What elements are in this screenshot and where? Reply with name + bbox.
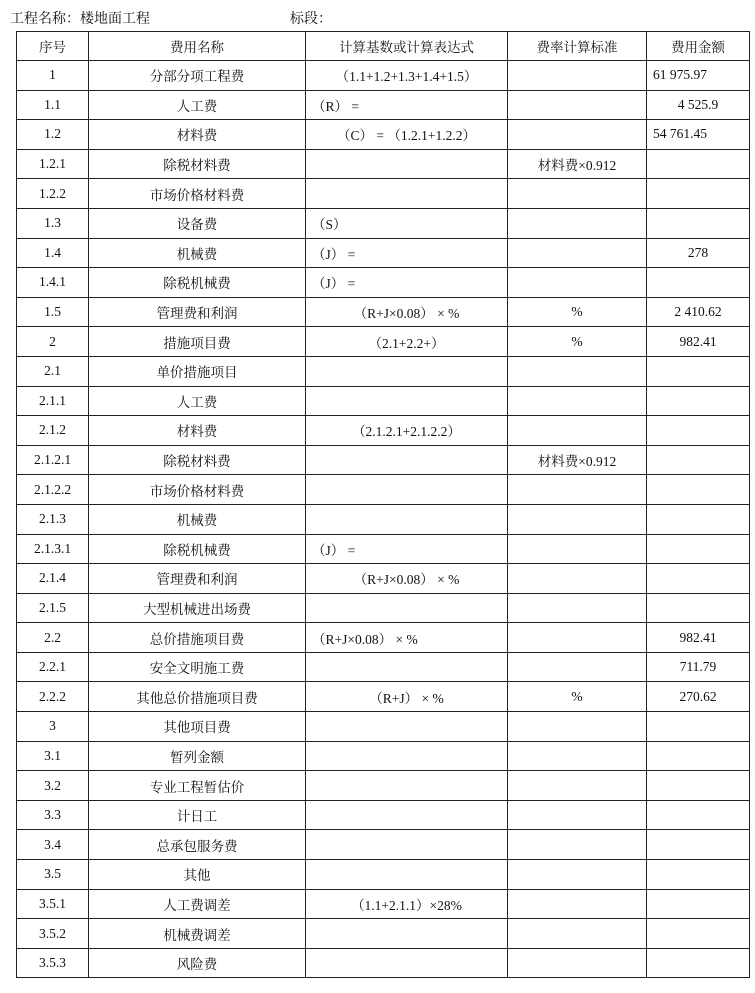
cell-amount	[647, 593, 750, 623]
cell-amount	[647, 534, 750, 564]
cell-no: 2.1.3.1	[17, 534, 89, 564]
cell-rate	[508, 61, 647, 91]
cell-rate	[508, 800, 647, 830]
table-row	[17, 208, 750, 238]
table-row	[17, 652, 750, 682]
cell-rate	[508, 416, 647, 446]
cell-basis	[306, 800, 508, 830]
cell-basis: （S）	[306, 208, 508, 238]
cell-rate	[508, 356, 647, 386]
cell-basis	[306, 149, 508, 179]
cell-amount: 982.41	[647, 623, 750, 653]
cell-no: 3.5.2	[17, 919, 89, 949]
cell-no: 2.1.4	[17, 564, 89, 594]
cell-no: 2.1	[17, 356, 89, 386]
table-row	[17, 564, 750, 594]
cell-rate: 材料费×0.912	[508, 445, 647, 475]
cell-basis	[306, 712, 508, 742]
cell-amount	[647, 356, 750, 386]
cell-fee-name: 设备费	[89, 208, 306, 238]
table-row	[17, 948, 750, 978]
cell-basis	[306, 504, 508, 534]
cell-amount	[647, 948, 750, 978]
cell-fee-name: 管理费和利润	[89, 564, 306, 594]
cell-rate	[508, 919, 647, 949]
cell-amount	[647, 504, 750, 534]
cell-amount	[647, 179, 750, 209]
cell-fee-name: 措施项目费	[89, 327, 306, 357]
cell-rate	[508, 771, 647, 801]
cell-rate	[508, 830, 647, 860]
cell-amount: 61 975.97	[647, 61, 750, 91]
cell-fee-name: 专业工程暂估价	[89, 771, 306, 801]
cell-amount: 711.79	[647, 652, 750, 682]
cell-fee-name: 暂列金额	[89, 741, 306, 771]
cell-no: 2.2.1	[17, 652, 89, 682]
cell-amount: 2 410.62	[647, 297, 750, 327]
cell-fee-name: 总承包服务费	[89, 830, 306, 860]
cell-amount: 4 525.9	[647, 90, 750, 120]
table-row	[17, 860, 750, 890]
project-name-label: 工程名称：楼地面工程	[10, 11, 150, 27]
table-row	[17, 120, 750, 150]
cell-fee-name: 总价措施项目费	[89, 623, 306, 653]
cell-fee-name: 市场价格材料费	[89, 179, 306, 209]
cell-amount	[647, 386, 750, 416]
cell-fee-name: 人工费调差	[89, 889, 306, 919]
table-row	[17, 386, 750, 416]
cell-basis: （2.1.2.1+2.1.2.2）	[306, 416, 508, 446]
cell-rate	[508, 208, 647, 238]
cell-basis	[306, 830, 508, 860]
cell-amount	[647, 564, 750, 594]
table-row	[17, 504, 750, 534]
column-header-amount: 费用金额	[647, 32, 750, 61]
cell-no: 2.1.2	[17, 416, 89, 446]
table-row	[17, 534, 750, 564]
cell-no: 1.2	[17, 120, 89, 150]
cell-rate	[508, 860, 647, 890]
cell-basis	[306, 741, 508, 771]
cell-basis	[306, 593, 508, 623]
cell-fee-name: 大型机械进出场费	[89, 593, 306, 623]
table-row	[17, 416, 750, 446]
table-row	[17, 327, 750, 357]
cell-no: 2.1.2.1	[17, 445, 89, 475]
cell-amount: 982.41	[647, 327, 750, 357]
cell-no: 1.3	[17, 208, 89, 238]
table-row	[17, 179, 750, 209]
cell-basis: （R+J×0.08） × %	[306, 297, 508, 327]
cell-rate	[508, 268, 647, 298]
cell-no: 3.3	[17, 800, 89, 830]
table-row	[17, 297, 750, 327]
cell-rate	[508, 948, 647, 978]
cell-rate	[508, 712, 647, 742]
table-row	[17, 919, 750, 949]
cell-rate	[508, 623, 647, 653]
cell-basis	[306, 445, 508, 475]
cell-fee-name: 安全文明施工费	[89, 652, 306, 682]
table-row	[17, 593, 750, 623]
cell-amount	[647, 741, 750, 771]
cell-no: 1	[17, 61, 89, 91]
cell-fee-name: 机械费	[89, 238, 306, 268]
cell-no: 3.5.3	[17, 948, 89, 978]
cell-rate	[508, 90, 647, 120]
cell-no: 3.5	[17, 860, 89, 890]
cell-basis: （J） =	[306, 534, 508, 564]
cell-basis: （C） = （1.2.1+1.2.2）	[306, 120, 508, 150]
table-row	[17, 61, 750, 91]
table-row	[17, 889, 750, 919]
cell-no: 1.4.1	[17, 268, 89, 298]
cell-rate	[508, 120, 647, 150]
cell-amount: 270.62	[647, 682, 750, 712]
cell-no: 2.1.2.2	[17, 475, 89, 505]
cell-fee-name: 管理费和利润	[89, 297, 306, 327]
cell-rate	[508, 564, 647, 594]
table-row	[17, 268, 750, 298]
fee-summary-table	[16, 31, 750, 978]
cell-rate: 材料费×0.912	[508, 149, 647, 179]
cell-rate	[508, 238, 647, 268]
cell-rate	[508, 179, 647, 209]
table-header-row	[17, 32, 750, 61]
cell-no: 1.2.1	[17, 149, 89, 179]
cell-no: 2.1.5	[17, 593, 89, 623]
table-row	[17, 741, 750, 771]
cell-no: 2.2	[17, 623, 89, 653]
column-header-basis: 计算基数或计算表达式	[306, 32, 508, 61]
cell-no: 2	[17, 327, 89, 357]
cell-basis	[306, 475, 508, 505]
column-header-name: 费用名称	[89, 32, 306, 61]
cell-fee-name: 其他项目费	[89, 712, 306, 742]
cell-rate	[508, 593, 647, 623]
cell-amount: 278	[647, 238, 750, 268]
column-header-no: 序号	[17, 32, 89, 61]
cell-basis: （J） =	[306, 268, 508, 298]
section-label: 标段：	[290, 11, 332, 27]
cell-basis	[306, 356, 508, 386]
cell-no: 2.1.1	[17, 386, 89, 416]
cell-basis: （2.1+2.2+）	[306, 327, 508, 357]
cell-no: 1.4	[17, 238, 89, 268]
cell-basis: （1.1+2.1.1）×28%	[306, 889, 508, 919]
cell-rate	[508, 889, 647, 919]
cell-rate: %	[508, 297, 647, 327]
cell-fee-name: 人工费	[89, 90, 306, 120]
cell-basis: （1.1+1.2+1.3+1.4+1.5）	[306, 61, 508, 91]
cell-fee-name: 人工费	[89, 386, 306, 416]
cell-fee-name: 其他总价措施项目费	[89, 682, 306, 712]
cell-fee-name: 机械费	[89, 504, 306, 534]
table-row	[17, 830, 750, 860]
cell-basis: （R） =	[306, 90, 508, 120]
table-row	[17, 356, 750, 386]
table-row	[17, 623, 750, 653]
table-row	[17, 149, 750, 179]
cell-amount	[647, 475, 750, 505]
cell-amount	[647, 149, 750, 179]
cell-no: 3	[17, 712, 89, 742]
cell-basis	[306, 386, 508, 416]
cell-basis	[306, 948, 508, 978]
cell-amount: 54 761.45	[647, 120, 750, 150]
table-row	[17, 238, 750, 268]
cell-basis	[306, 179, 508, 209]
cell-rate	[508, 475, 647, 505]
cell-no: 2.1.3	[17, 504, 89, 534]
cell-basis	[306, 860, 508, 890]
cell-amount	[647, 889, 750, 919]
document-header	[10, 6, 750, 28]
cell-no: 1.5	[17, 297, 89, 327]
cell-fee-name: 市场价格材料费	[89, 475, 306, 505]
cell-no: 2.2.2	[17, 682, 89, 712]
cell-rate	[508, 741, 647, 771]
cell-basis: （J） =	[306, 238, 508, 268]
cell-amount	[647, 445, 750, 475]
cell-amount	[647, 919, 750, 949]
cell-basis: （R+J） × %	[306, 682, 508, 712]
cell-rate: %	[508, 682, 647, 712]
cell-amount	[647, 208, 750, 238]
cell-amount	[647, 771, 750, 801]
cell-no: 3.2	[17, 771, 89, 801]
cell-basis	[306, 771, 508, 801]
cell-rate	[508, 504, 647, 534]
table-body	[17, 61, 750, 978]
cell-basis	[306, 652, 508, 682]
cell-rate	[508, 652, 647, 682]
table-row	[17, 475, 750, 505]
cell-fee-name: 材料费	[89, 120, 306, 150]
cell-fee-name: 单价措施项目	[89, 356, 306, 386]
cell-rate	[508, 534, 647, 564]
cell-basis	[306, 919, 508, 949]
cell-fee-name: 风险费	[89, 948, 306, 978]
cell-fee-name: 材料费	[89, 416, 306, 446]
cell-fee-name: 机械费调差	[89, 919, 306, 949]
cell-basis: （R+J×0.08） × %	[306, 564, 508, 594]
column-header-rate: 费率计算标准	[508, 32, 647, 61]
table-row	[17, 800, 750, 830]
cell-amount	[647, 712, 750, 742]
cell-no: 3.1	[17, 741, 89, 771]
cell-fee-name: 其他	[89, 860, 306, 890]
table-row	[17, 771, 750, 801]
cell-no: 3.4	[17, 830, 89, 860]
cell-no: 3.5.1	[17, 889, 89, 919]
table-row	[17, 445, 750, 475]
cell-amount	[647, 800, 750, 830]
cell-no: 1.2.2	[17, 179, 89, 209]
cell-rate	[508, 386, 647, 416]
cell-fee-name: 除税机械费	[89, 534, 306, 564]
table-row	[17, 682, 750, 712]
cell-amount	[647, 268, 750, 298]
cell-basis: （R+J×0.08） × %	[306, 623, 508, 653]
cell-amount	[647, 416, 750, 446]
table-row	[17, 90, 750, 120]
cell-rate: %	[508, 327, 647, 357]
table-row	[17, 712, 750, 742]
cell-fee-name: 除税机械费	[89, 268, 306, 298]
cell-fee-name: 分部分项工程费	[89, 61, 306, 91]
cell-amount	[647, 860, 750, 890]
cell-fee-name: 除税材料费	[89, 149, 306, 179]
cell-fee-name: 计日工	[89, 800, 306, 830]
cell-fee-name: 除税材料费	[89, 445, 306, 475]
cell-amount	[647, 830, 750, 860]
cell-no: 1.1	[17, 90, 89, 120]
